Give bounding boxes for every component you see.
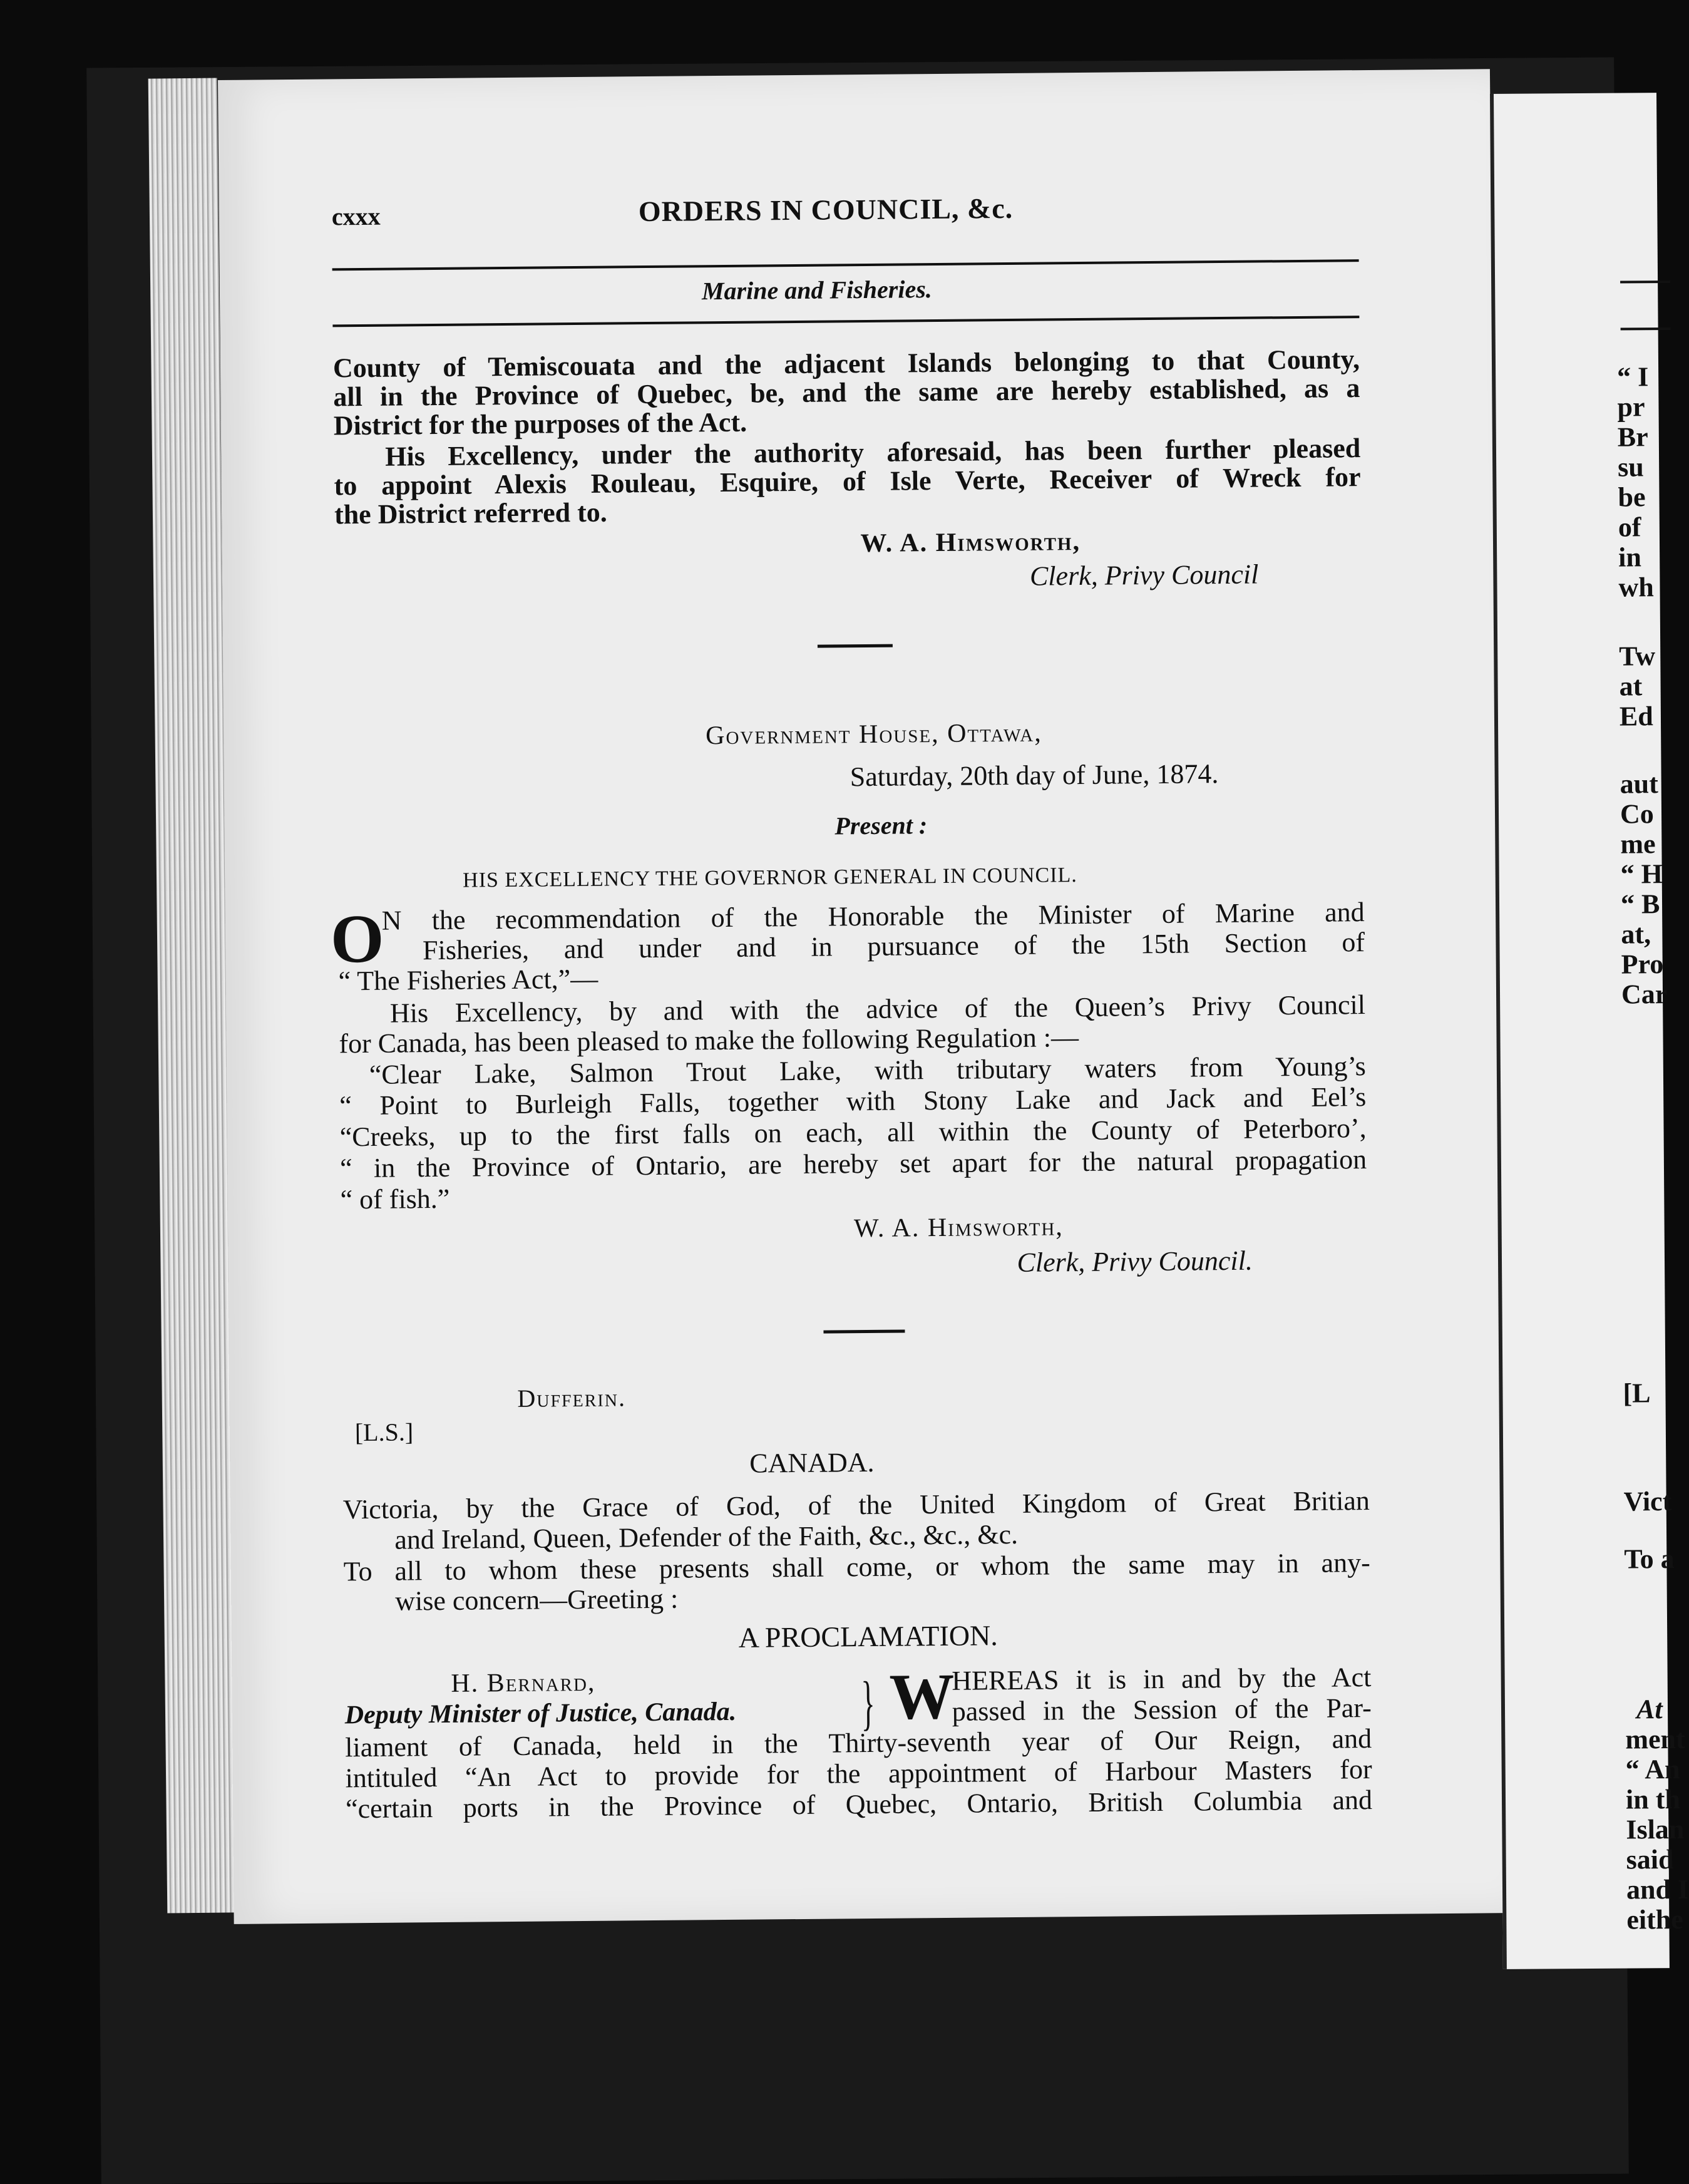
text-line: to appoint Alexis Rouleau, Esquire, of Isle Verte, Receiver of Wreck for [334, 461, 1361, 502]
text-fragment: Br [1617, 421, 1648, 453]
separator-rule [818, 644, 893, 648]
text-fragment: Pro [1621, 949, 1664, 980]
folio: cxxx [331, 202, 381, 231]
present-label: Present : [834, 811, 928, 840]
text-line: District for the purposes of the Act. [333, 406, 747, 441]
header-rule-top [332, 259, 1359, 270]
text-line: for Canada, has been pleased to make the following Regulation :— [339, 1022, 1079, 1059]
text-line: “Clear Lake, Salmon Trout Lake, with tributary waters from Young’s [369, 1051, 1367, 1090]
text-line: County of Temiscouata and the adjacent Islands belonging to that County, [332, 344, 1360, 384]
running-title: ORDERS IN COUNCIL, &c. [638, 192, 1014, 228]
signature-title: Clerk, Privy Council [1029, 559, 1259, 592]
minister-title: Deputy Minister of Justice, Canada. [344, 1697, 737, 1730]
governor-name: Dufferin. [517, 1383, 627, 1413]
text-line: “certain ports in the Province of Quebec, Ontario, British Columbia and [345, 1785, 1373, 1825]
separator-rule [823, 1329, 905, 1333]
text-fragment: in th [1625, 1783, 1681, 1815]
text-line: His Excellency, under the authority aforesaid, has been further pleased [385, 433, 1361, 472]
order-date: Saturday, 20th day of June, 1874. [850, 758, 1219, 793]
text-fragment: be [1618, 482, 1646, 513]
text-fragment: “ I [1616, 361, 1649, 393]
text-line: wise concern—Greeting : [394, 1583, 679, 1617]
text-line: Victoria, by the Grace of God, of the United Kingdom of Great Britian [342, 1485, 1370, 1525]
text-fragment: wh [1618, 572, 1654, 603]
text-fragment: “ An [1625, 1753, 1680, 1785]
signature: W. A. Himsworth, [860, 527, 1081, 559]
text-fragment: said [1626, 1844, 1674, 1875]
text-fragment: Vict [1623, 1486, 1672, 1517]
text-line: “ of fish.” [340, 1183, 450, 1215]
text-fragment: Car [1621, 979, 1668, 1010]
text-fragment: in [1618, 542, 1642, 573]
text-line: and Ireland, Queen, Defender of the Faith, &c., &c., &c. [394, 1518, 1019, 1555]
text-line: passed in the Session of the Par- [952, 1692, 1372, 1727]
proclamation-heading: A PROCLAMATION. [738, 1619, 998, 1654]
text-line: Fisheries, and under and in pursuance of the 15th Section of [422, 927, 1365, 966]
text-fragment: “ H [1620, 858, 1663, 890]
text-line: intituled “An Act to provide for the appointment of Harbour Masters for [345, 1754, 1372, 1794]
minister-name: H. Bernard, [451, 1667, 596, 1698]
text-fragment: Islan [1626, 1813, 1685, 1845]
text-line: all in the Province of Quebec, be, and the same are hereby established, as a [333, 373, 1360, 413]
signature: W. A. Himsworth, [853, 1212, 1064, 1244]
header-rule-bottom [332, 316, 1359, 327]
text-fragment: eithe [1626, 1903, 1683, 1935]
text-fragment: ment [1625, 1723, 1685, 1755]
section-title: Marine and Fisheries. [701, 275, 933, 306]
text-line: the District referred to. [334, 497, 607, 530]
council-heading: HIS EXCELLENCY THE GOVERNOR GENERAL IN COUNCIL. [463, 863, 1077, 892]
text-line: HEREAS it is in and by the Act [952, 1662, 1372, 1696]
drop-cap: O [330, 900, 385, 977]
text-line: His Excellency, by and with the advice of the Queen’s Privy Council [389, 989, 1366, 1029]
page-right-fragment [1490, 93, 1689, 1969]
text-fragment: Ed [1619, 701, 1653, 732]
country-heading: CANADA. [749, 1446, 875, 1479]
text-line: “Creeks, up to the first falls on each, all within the County of Peterboro’, [339, 1113, 1367, 1153]
text-fragment: and I [1626, 1873, 1689, 1905]
text-fragment: at [1619, 671, 1643, 702]
text-fragment: “ B [1620, 889, 1660, 920]
text-fragment: me [1620, 828, 1656, 860]
text-fragment: [L [1623, 1378, 1651, 1409]
text-line: N the recommendation of the Honorable the Minister of Marine and [381, 897, 1365, 936]
text-fragment: aut [1620, 768, 1658, 800]
signature-title: Clerk, Privy Council. [1017, 1245, 1253, 1278]
text-fragment: at, [1621, 919, 1651, 950]
text-fragment: pr [1617, 391, 1645, 423]
seal-label: [L.S.] [354, 1418, 414, 1447]
text-fragment: Co [1620, 798, 1654, 830]
order-place: Government House, Ottawa, [705, 718, 1042, 751]
drop-cap: W [889, 1660, 955, 1733]
brace-icon: } [861, 1669, 876, 1736]
text-line: “ The Fisheries Act,”— [338, 963, 598, 997]
text-fragment: su [1617, 451, 1644, 483]
header-rule-fragment [1621, 327, 1671, 331]
text-line: liament of Canada, held in the Thirty-seventh year of Our Reign, and [345, 1723, 1372, 1763]
text-line: To all to whom these presents shall come, or whom the same may in any- [343, 1547, 1370, 1587]
text-line: “ Point to Burleigh Falls, together with Stony Lake and Jack and Eel’s [339, 1081, 1367, 1121]
header-rule-fragment [1620, 281, 1670, 284]
text-fragment: Tw [1619, 641, 1656, 672]
page-left [218, 69, 1506, 1924]
text-fragment: of [1618, 512, 1641, 543]
text-fragment: At [1636, 1694, 1663, 1725]
text-fragment: To a [1624, 1543, 1675, 1575]
text-line: “ in the Province of Ontario, are hereby set apart for the natural propagation [339, 1144, 1367, 1184]
